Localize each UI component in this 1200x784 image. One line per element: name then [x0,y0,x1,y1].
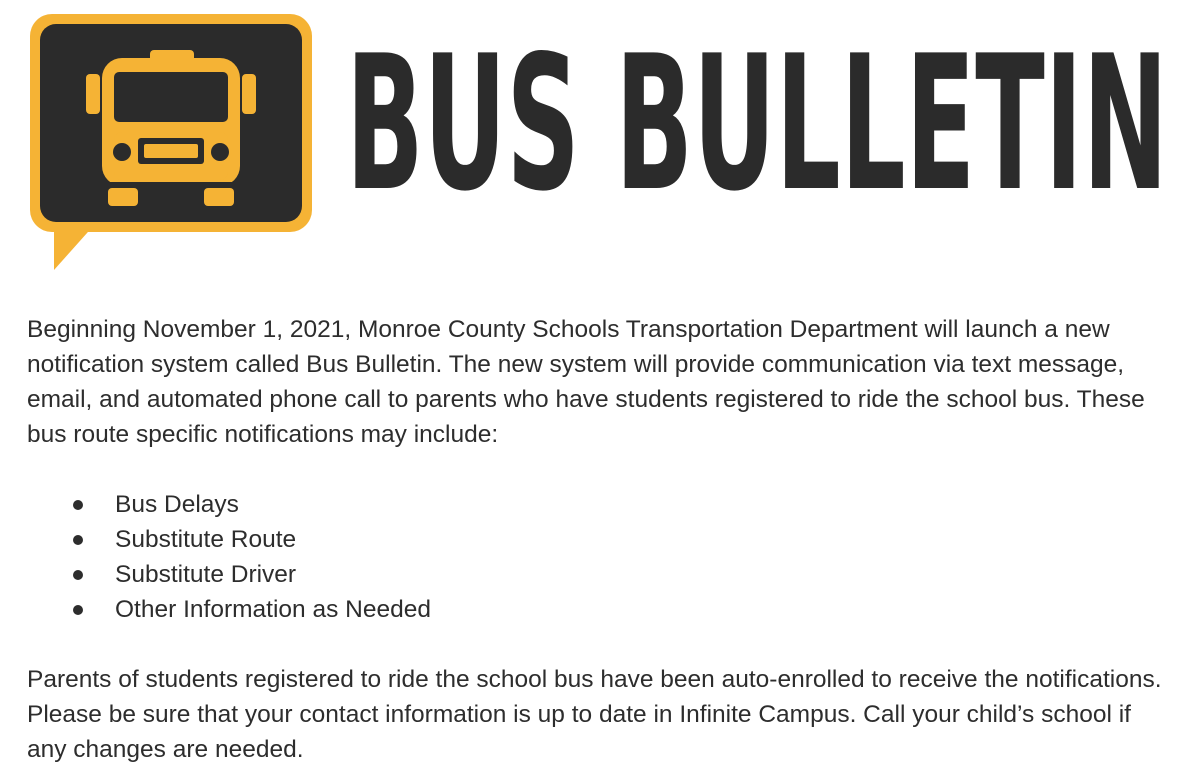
bullet-icon [73,500,83,510]
school-bus-icon [86,50,256,206]
bulletin-body [27,312,1177,767]
list-item [27,557,1177,592]
bullet-icon [73,605,83,615]
list-item [27,522,1177,557]
list-item [27,592,1177,627]
notification-types-list [27,487,1177,627]
speech-bubble-tail [54,214,104,270]
intro-paragraph: Beginning November 1, 2021, Monroe County Schools Transportation Department will launch a new notification system called Bus Bulletin. The new system will provide communication via text message, email, and automated phone call to parents who have students registered to ride the school bus. These bus route specific notifications may include: [27,316,1145,448]
header [0,0,1200,280]
bus-bulletin-logo [30,14,312,272]
page-title-text: BUS BULLETIN [346,40,1168,200]
list-item-label: Substitute Route [115,526,297,553]
school-bus-speech-bubble-icon [30,14,312,272]
list-item-label: Bus Delays [115,491,239,518]
list-item-label: Substitute Driver [115,561,297,588]
list-item [27,487,1177,522]
closing-paragraph: Parents of students registered to ride the school bus have been auto-enrolled to receive the notifications. Please be sure that your contact information is up to date in Infinite Campus. Call your child’s school if any changes are needed. [27,666,1162,763]
list-item-label: Other Information as Needed [115,596,431,623]
page-title [346,40,1168,200]
bullet-icon [73,570,83,580]
bullet-icon [73,535,83,545]
